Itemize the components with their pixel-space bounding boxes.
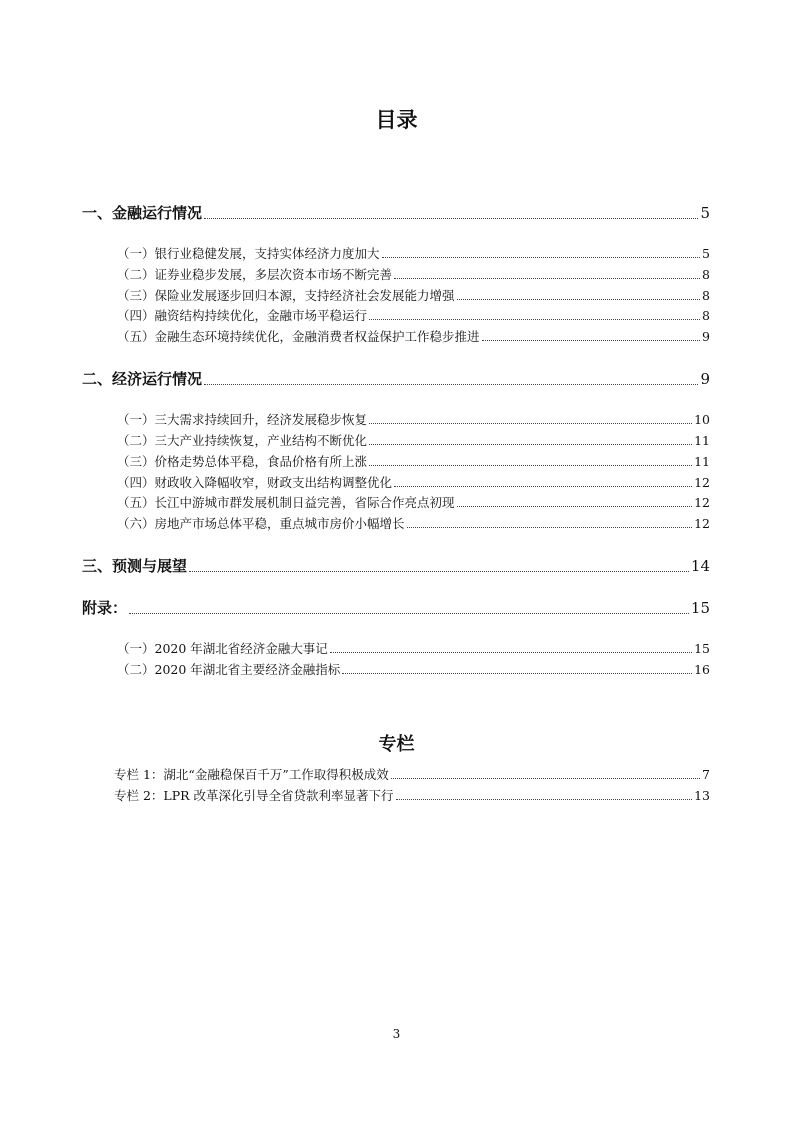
- toc-page-number: 16: [694, 662, 710, 677]
- toc-appendix-1[interactable]: [117, 639, 710, 657]
- toc-subsection-label: （二）2020 年湖北省主要经济金融指标: [117, 662, 341, 677]
- leader-dots: [457, 299, 701, 300]
- leader-dots: [391, 778, 700, 779]
- toc-subsection-label: （六）房地产市场总体平稳，重点城市房价小幅增长: [117, 516, 405, 531]
- toc-section-1[interactable]: [82, 202, 710, 223]
- toc-subsection-2-6[interactable]: [117, 514, 710, 532]
- leader-dots: [342, 673, 692, 674]
- toc-subsection-1-3[interactable]: [117, 286, 710, 304]
- leader-dots: [394, 278, 700, 279]
- toc-section-label: 三、预测与展望: [82, 557, 188, 575]
- toc-section-2[interactable]: [82, 368, 710, 389]
- page-number: 3: [392, 1027, 401, 1041]
- toc-page-number: 11: [694, 454, 710, 469]
- toc-appendix-2[interactable]: [117, 660, 710, 678]
- toc-page-number: 9: [702, 329, 710, 344]
- toc-subsection-label: （五）长江中游城市群发展机制日益完善，省际合作亮点初现: [117, 495, 455, 510]
- toc-column-label: 专栏 1：湖北“金融稳保百千万”工作取得积极成效: [114, 767, 389, 782]
- toc-column-1[interactable]: [114, 765, 710, 783]
- leader-dots: [407, 527, 693, 528]
- toc-section-label: 二、经济运行情况: [82, 370, 203, 388]
- toc-page-number: 8: [702, 288, 710, 303]
- toc-subsection-label: （四）融资结构持续优化，金融市场平稳运行: [117, 308, 368, 323]
- toc-subsection-label: （三）价格走势总体平稳，食品价格有所上涨: [117, 454, 368, 469]
- leader-dots: [204, 218, 698, 219]
- leader-dots: [382, 257, 701, 258]
- toc-page-number: 5: [702, 246, 710, 261]
- toc-page-number: 12: [694, 495, 710, 510]
- leader-dots: [482, 340, 701, 341]
- toc-subsection-label: （二）证券业稳步发展，多层次资本市场不断完善: [117, 267, 393, 282]
- toc-page-number: 8: [702, 267, 710, 282]
- toc-page-number: 15: [694, 641, 710, 656]
- toc-subsection-1-5[interactable]: [117, 327, 710, 345]
- leader-dots: [369, 444, 692, 445]
- toc-appendix[interactable]: [82, 597, 710, 618]
- toc-subsection-2-5[interactable]: [117, 493, 710, 511]
- toc-subsection-1-2[interactable]: [117, 265, 710, 283]
- toc-subsection-2-2[interactable]: [117, 431, 710, 449]
- toc-subsection-label: （一）三大需求持续回升，经济发展稳步恢复: [117, 412, 368, 427]
- toc-section-label: 附录：: [82, 599, 128, 617]
- leader-dots: [189, 571, 689, 572]
- toc-section-label: 一、金融运行情况: [82, 204, 203, 222]
- toc-subsection-2-3[interactable]: [117, 452, 710, 470]
- leader-dots: [129, 613, 689, 614]
- toc-page-number: 12: [694, 475, 710, 490]
- toc-page-number: 15: [690, 599, 710, 617]
- leader-dots: [204, 384, 698, 385]
- toc-page-number: 14: [690, 557, 710, 575]
- toc-subsection-label: （二）三大产业持续恢复，产业结构不断优化: [117, 433, 368, 448]
- leader-dots: [369, 319, 700, 320]
- toc-page-number: 10: [694, 412, 710, 427]
- column-title: 专栏: [378, 734, 415, 755]
- toc-subsection-label: （五）金融生态环境持续优化，金融消费者权益保护工作稳步推进: [117, 329, 480, 344]
- toc-page-number: 11: [694, 433, 710, 448]
- toc-subsection-1-1[interactable]: [117, 244, 710, 262]
- toc-subsection-label: （三）保险业发展逐步回归本源，支持经济社会发展能力增强: [117, 288, 455, 303]
- toc-page-number: 5: [700, 204, 710, 222]
- toc-subsection-1-4[interactable]: [117, 306, 710, 324]
- leader-dots: [394, 486, 692, 487]
- toc-title: 目录: [375, 108, 418, 132]
- toc-subsection-label: （四）财政收入降幅收窄，财政支出结构调整优化: [117, 475, 393, 490]
- toc-subsection-2-1[interactable]: [117, 410, 710, 428]
- toc-section-3[interactable]: [82, 555, 710, 576]
- leader-dots: [457, 506, 693, 507]
- leader-dots: [330, 652, 692, 653]
- toc-subsection-2-4[interactable]: [117, 473, 710, 491]
- leader-dots: [369, 465, 692, 466]
- toc-column-label: 专栏 2：LPR 改革深化引导全省贷款利率显著下行: [114, 788, 394, 803]
- toc-page-number: 7: [702, 767, 710, 782]
- leader-dots: [369, 423, 692, 424]
- toc-page-number: 13: [694, 788, 710, 803]
- leader-dots: [396, 799, 693, 800]
- toc-page-number: 12: [694, 516, 710, 531]
- toc-page-number: 9: [700, 370, 710, 388]
- toc-subsection-label: （一）2020 年湖北省经济金融大事记: [117, 641, 328, 656]
- toc-subsection-label: （一）银行业稳健发展，支持实体经济力度加大: [117, 246, 380, 261]
- toc-page-number: 8: [702, 308, 710, 323]
- toc-column-2[interactable]: [114, 786, 710, 804]
